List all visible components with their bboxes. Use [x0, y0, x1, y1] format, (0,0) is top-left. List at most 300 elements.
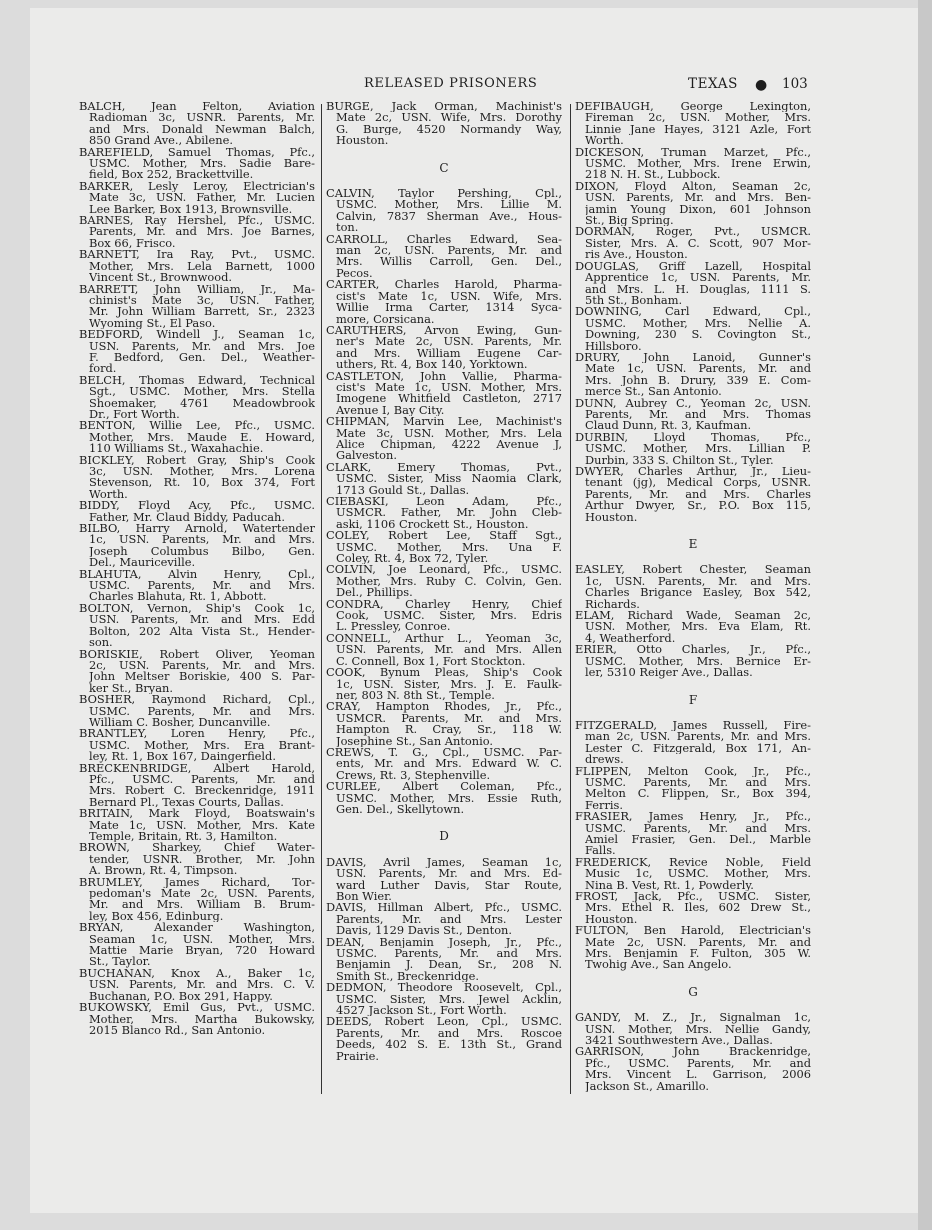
prisoner-entry — [79, 649, 315, 695]
prisoner-entry — [79, 1002, 315, 1036]
entry-detail-line: ton. — [336, 222, 359, 234]
prisoner-entry — [326, 747, 562, 781]
entry-detail-line: ker St., Bryan. — [89, 682, 173, 695]
entry-name-line: CIEBASKI, Leon Adam, Pfc., — [326, 496, 562, 508]
entry-detail-line: Crews, Rt. 3, Stephenville. — [336, 769, 491, 782]
entry-name-line: DWYER, Charles Arthur, Jr., Lieu- — [575, 466, 811, 478]
entry-name-line: FREDERICK, Revice Noble, Field — [575, 856, 811, 869]
entry-detail-line: cist's Mate 1c, USN. Wife, Mrs. — [336, 290, 562, 303]
prisoner-entry — [575, 925, 811, 971]
entry-detail-line: Mate 3c, USN. Father, Mr. Lucien — [89, 192, 315, 204]
entry-name-line: BRUMLEY, James Richard, Tor- — [79, 876, 315, 889]
entry-detail-line: Houston. — [585, 913, 638, 926]
prisoner-entry — [575, 857, 811, 891]
entry-detail-line: William C. Bosher, Duncanville. — [89, 716, 271, 729]
entry-detail-line: Pfc., USMC. Parents, Mr. and — [89, 773, 315, 786]
prisoner-entry — [79, 808, 315, 842]
entry-detail-line: Mrs. John B. Drury, 339 E. Com- — [585, 374, 811, 387]
text-column-3 — [575, 101, 811, 1092]
entry-detail-line: 1c, USN. Parents, Mr. and Mrs. — [89, 534, 315, 546]
entry-detail-line: G. Burge, 4520 Normandy Way, — [336, 123, 562, 136]
entry-name-line: CLARK, Emery Thomas, Pvt., — [326, 461, 562, 474]
scan-edge — [918, 0, 932, 1230]
entry-detail-line: 110 Williams St., Waxahachie. — [89, 443, 264, 455]
entry-detail-line: Del., Phillips. — [336, 587, 413, 599]
prisoner-entry — [326, 781, 562, 815]
entry-detail-line: ward Luther Davis, Star Route, — [336, 879, 562, 891]
entry-detail-line: pedoman's Mate 2c, USN. Parents, — [89, 888, 315, 900]
entry-detail-line: ley, Rt. 1, Box 167, Daingerfield. — [89, 751, 276, 763]
prisoner-entry — [326, 496, 562, 530]
prisoner-entry — [326, 633, 562, 667]
entry-detail-line: Richards. — [585, 598, 640, 611]
entry-detail-line: Temple, Britain, Rt. 3, Hamilton. — [89, 831, 278, 843]
entry-name-line: BARKER, Lesly Leroy, Electrician's — [79, 180, 315, 193]
entry-name-line: CASTLETON, John Vallie, Pharma- — [326, 370, 562, 382]
entry-detail-line: Mr. and Mrs. William B. Brum- — [89, 899, 315, 911]
entry-detail-line: Smith St., Breckenridge. — [336, 970, 479, 983]
entry-detail-line: Sgt., USMC. Mother, Mrs. Stella — [89, 386, 315, 398]
entry-detail-line: 2c, USN. Parents, Mr. and Mrs. — [89, 659, 315, 672]
entry-name-line: BURGE, Jack Orman, Machinist's — [326, 101, 562, 113]
entry-detail-line: USMCR. Father, Mr. John Cleb- — [336, 507, 562, 519]
entry-name-line: BOSHER, Raymond Richard, Cpl., — [79, 694, 315, 706]
entry-detail-line: Lee Barker, Box 1913, Brownsville. — [89, 203, 293, 216]
prisoner-entry — [575, 564, 811, 610]
entry-detail-line: Worth. — [585, 135, 624, 147]
entry-detail-line: Mate 3c, USN. Mother, Mrs. Lela — [336, 427, 562, 439]
entry-detail-line: Charles Brigance Easley, Box 542, — [585, 587, 811, 599]
prisoner-entry — [575, 306, 811, 352]
entry-name-line: BLAHUTA, Alvin Henry, Cpl., — [79, 568, 315, 581]
entry-detail-line: Nina B. Vest, Rt. 1, Powderly. — [585, 879, 754, 891]
entry-name-line: CONNELL, Arthur L., Yeoman 3c, — [326, 632, 562, 645]
entry-detail-line: Twohig Ave., San Angelo. — [585, 959, 732, 971]
entry-name-line: DUNN, Aubrey C., Yeoman 2c, USN. — [575, 397, 811, 409]
entry-detail-line: Parents, Mr. and Mrs. Roscoe — [336, 1027, 562, 1040]
entry-detail-line: Arthur Dwyer, Sr., P.O. Box 115, — [585, 500, 811, 512]
entry-detail-line: Downing, 230 S. Covington St., — [585, 329, 811, 341]
entry-detail-line: Hampton R. Cray, Sr., 118 W. — [336, 724, 562, 736]
entry-name-line: BELCH, Thomas Edward, Technical — [79, 374, 315, 387]
section-letter-heading: E — [688, 537, 698, 552]
entry-name-line: BUKOWSKY, Emil Gus, Pvt., USMC. — [79, 1002, 315, 1014]
prisoner-entry — [575, 432, 811, 466]
entry-name-line: BRANTLEY, Loren Henry, Pfc., — [79, 728, 315, 740]
entry-detail-line: Davis, 1129 Davis St., Denton. — [336, 925, 513, 937]
entry-detail-line: USN. Parents, Mr. and Mrs. Allen — [336, 644, 562, 656]
entry-detail-line: Mother, Mrs. Martha Bukowsky, — [89, 1013, 315, 1025]
entry-detail-line: Pecos. — [336, 267, 373, 280]
entry-detail-line: field, Box 252, Brackettville. — [89, 169, 254, 181]
prisoner-entry — [575, 466, 811, 523]
entry-detail-line: USMC. Mother, Mrs. Essie Ruth, — [336, 792, 562, 804]
entry-detail-line: Imogene Whitfield Castleton, 2717 — [336, 393, 562, 405]
prisoner-entry — [326, 188, 562, 234]
prisoner-entry — [79, 101, 315, 147]
entry-name-line: BARNES, Ray Hershel, Pfc., USMC. — [79, 215, 315, 227]
entry-name-line: DEEDS, Robert Leon, Cpl., USMC. — [326, 1016, 562, 1028]
prisoner-entry — [326, 371, 562, 417]
entry-detail-line: 218 N. H. St., Lubbock. — [585, 169, 721, 181]
entry-name-line: COLEY, Robert Lee, Staff Sgt., — [326, 530, 562, 542]
entry-detail-line: USMC. Mother, Mrs. Irene Erwin, — [585, 158, 811, 170]
entry-name-line: COLVIN, Joe Leonard, Pfc., USMC. — [326, 564, 562, 576]
entry-detail-line: more, Corsicana. — [336, 313, 435, 325]
section-letter-heading: G — [688, 984, 698, 999]
entry-detail-line: USMCR. Parents, Mr. and Mrs. — [336, 712, 562, 725]
entry-detail-line: Parents, Mr. and Mrs. Thomas — [585, 408, 811, 421]
entry-detail-line: Bernard Pl., Texas Courts, Dallas. — [89, 796, 284, 809]
entry-detail-line: 1713 Gould St., Dallas. — [336, 484, 470, 496]
prisoner-entry — [575, 181, 811, 227]
entry-detail-line: 1c, USN. Sister, Mrs. J. E. Faulk- — [336, 678, 562, 690]
entry-detail-line: USN. Parents, Mr. and Mrs. Ed- — [336, 868, 562, 880]
entry-name-line: DEDMON, Theodore Roosevelt, Cpl., — [326, 982, 562, 994]
entry-name-line: ERIER, Otto Charles, Jr., Pfc., — [575, 644, 811, 656]
entry-detail-line: Linnie Jane Hayes, 3121 Azle, Fort — [585, 123, 811, 136]
entry-name-line: BARNETT, Ira Ray, Pvt., USMC. — [79, 249, 315, 261]
entry-detail-line: tender, USNR. Brother, Mr. John — [89, 853, 315, 866]
entry-detail-line: Mrs. Willis Carroll, Gen. Del., — [336, 256, 562, 268]
entry-detail-line: Mother, Mrs. Lela Barnett, 1000 — [89, 260, 315, 273]
prisoner-entry — [575, 226, 811, 260]
entry-name-line: DURBIN, Lloyd Thomas, Pfc., — [575, 431, 811, 444]
prisoner-entry — [79, 968, 315, 1002]
entry-name-line: CARTER, Charles Harold, Pharma- — [326, 279, 562, 291]
entry-detail-line: 850 Grand Ave., Abilene. — [89, 135, 233, 147]
entry-name-line: CHIPMAN, Marvin Lee, Machinist's — [326, 416, 562, 428]
entry-detail-line: Mrs. Benjamin F. Fulton, 305 W. — [585, 948, 811, 960]
entry-detail-line: Houston. — [336, 135, 389, 147]
prisoner-entry — [326, 701, 562, 747]
entry-detail-line: Father, Mr. Claud Biddy, Paducah. — [89, 511, 285, 524]
entry-detail-line: USMC. Mother, Mrs. Lillie M. — [336, 199, 562, 211]
entry-detail-line: Worth. — [89, 488, 128, 501]
entry-detail-line: Sister, Mrs. A. C. Scott, 907 Mor- — [585, 237, 811, 250]
entry-name-line: BIDDY, Floyd Acy, Pfc., USMC. — [79, 500, 315, 512]
entry-name-line: CALVIN, Taylor Pershing, Cpl., — [326, 188, 562, 200]
entry-detail-line: Box 66, Frisco. — [89, 237, 176, 250]
prisoner-entry — [575, 352, 811, 398]
entry-name-line: FULTON, Ben Harold, Electrician's — [575, 925, 811, 937]
text-column-2 — [326, 101, 562, 1062]
entry-name-line: BILBO, Harry Arnold, Watertender — [79, 523, 315, 535]
entry-detail-line: Hillsboro. — [585, 340, 642, 352]
entry-name-line: BRITAIN, Mark Floyd, Boatswain's — [79, 808, 315, 820]
entry-detail-line: John Meltser Boriskie, 400 S. Par- — [89, 671, 315, 683]
entry-detail-line: Seaman 1c, USN. Mother, Mrs. — [89, 933, 315, 946]
prisoner-entry — [575, 811, 811, 857]
entry-detail-line: USMC. Parents, Mr. and Mrs. — [585, 822, 811, 834]
entry-detail-line: USMC. Mother, Mrs. Nellie A. — [585, 317, 811, 330]
entry-detail-line: Coley, Rt. 4, Box 72, Tyler. — [336, 553, 489, 565]
entry-detail-line: A. Brown, Rt. 4, Timpson. — [89, 865, 238, 877]
prisoner-entry — [575, 1046, 811, 1092]
prisoner-entry — [79, 147, 315, 181]
entry-detail-line: Music 1c, USMC. Mother, Mrs. — [585, 868, 811, 880]
prisoner-entry — [575, 101, 811, 147]
entry-name-line: BORISKIE, Robert Oliver, Yeoman — [79, 648, 315, 660]
entry-detail-line: ner, 803 N. 8th St., Temple. — [336, 689, 495, 702]
entry-detail-line: Gen. Del., Skellytown. — [336, 803, 465, 816]
entry-name-line: BARRETT, John William, Jr., Ma- — [79, 283, 315, 295]
entry-detail-line: Del., Mauriceville. — [89, 557, 196, 569]
prisoner-entry — [79, 922, 315, 968]
entry-detail-line: cist's Mate 1c, USN. Mother, Mrs. — [336, 381, 562, 394]
prisoner-entry — [575, 720, 811, 766]
prisoner-entry — [575, 398, 811, 432]
entry-name-line: EASLEY, Robert Chester, Seaman — [575, 564, 811, 576]
state-name: TEXAS — [688, 76, 738, 92]
entry-detail-line: USN. Parents, Mr. and Mrs. Ben- — [585, 192, 811, 204]
entry-detail-line: USMC. Mother, Mrs. Lillian P. — [585, 443, 811, 455]
prisoner-entry — [326, 902, 562, 936]
entry-detail-line: son. — [89, 637, 113, 649]
entry-detail-line: 1c, USN. Parents, Mr. and Mrs. — [585, 575, 811, 588]
entry-name-line: DAVIS, Avril James, Seaman 1c, — [326, 856, 562, 869]
entry-name-line: ELAM, Richard Wade, Seaman 2c, — [575, 610, 811, 622]
prisoner-entry — [79, 877, 315, 923]
entry-detail-line: St., Taylor. — [89, 956, 151, 968]
entry-detail-line: tenant (jg), Medical Corps, USNR. — [585, 477, 811, 489]
entry-detail-line: Mrs. Vincent L. Garrison, 2006 — [585, 1069, 811, 1081]
entry-detail-line: Mrs. Ethel R. Iles, 602 Drew St., — [585, 902, 811, 914]
prisoner-entry — [79, 569, 315, 603]
entry-name-line: BRYAN, Alexander Washington, — [79, 922, 315, 934]
prisoner-entry — [326, 416, 562, 462]
entry-detail-line: Amiel Frasier, Gen. Del., Marble — [585, 833, 811, 846]
text-column-1 — [79, 101, 315, 1036]
entry-detail-line: C. Connell, Box 1, Fort Stockton. — [336, 655, 526, 668]
entry-detail-line: and Mrs. L. H. Douglas, 1111 S. — [585, 283, 811, 295]
entry-detail-line: and Mrs. Donald Newman Balch, — [89, 123, 315, 136]
prisoner-entry — [326, 530, 562, 564]
entry-detail-line: USMC. Mother, Mrs. Sadie Bare- — [89, 158, 315, 170]
entry-name-line: FRASIER, James Henry, Jr., Pfc., — [575, 811, 811, 823]
entry-detail-line: 3421 Southwestern Ave., Dallas. — [585, 1035, 773, 1047]
entry-name-line: DORMAN, Roger, Pvt., USMCR. — [575, 226, 811, 238]
entry-detail-line: USMC. Mother, Mrs. Bernice Er- — [585, 655, 811, 668]
entry-detail-line: Shoemaker, 4761 Meadowbrook — [89, 397, 315, 409]
entry-detail-line: USN. Parents, Mr. and Mrs. Edd — [89, 614, 315, 626]
prisoner-entry — [79, 249, 315, 283]
prisoner-entry — [326, 101, 562, 147]
entry-detail-line: Dr., Fort Worth. — [89, 408, 180, 421]
prisoner-entry — [79, 603, 315, 649]
prisoner-entry — [79, 455, 315, 501]
prisoner-entry — [326, 462, 562, 496]
entry-name-line: CONDRA, Charley Henry, Chief — [326, 598, 562, 611]
entry-detail-line: F. Bedford, Gen. Del., Weather- — [89, 351, 315, 364]
entry-detail-line: Vincent St., Brownwood. — [89, 272, 233, 284]
running-title: RELEASED PRISONERS — [364, 76, 538, 91]
prisoner-entry — [79, 694, 315, 728]
entry-name-line: BRECKENBRIDGE, Albert Harold, — [79, 762, 315, 774]
entry-detail-line: USN. Mother, Mrs. Eva Elam, Rt. — [585, 621, 811, 633]
entry-detail-line: Galveston. — [336, 450, 397, 462]
prisoner-entry — [79, 500, 315, 523]
prisoner-entry — [326, 982, 562, 1016]
entry-detail-line: ner's Mate 2c, USN. Parents, Mr. — [336, 336, 562, 348]
entry-detail-line: USN. Mother, Mrs. Nellie Gandy, — [585, 1023, 811, 1036]
entry-detail-line: Lester C. Fitzgerald, Box 171, An- — [585, 742, 811, 755]
entry-detail-line: Mother, Mrs. Maude E. Howard, — [89, 431, 315, 444]
entry-name-line: CREWS, T. G., Cpl., USMC. Par- — [326, 746, 562, 759]
prisoner-entry — [575, 1012, 811, 1046]
entry-detail-line: ris Ave., Houston. — [585, 249, 688, 261]
entry-detail-line: man 2c, USN. Parents, Mr. and Mrs. — [585, 731, 811, 743]
entry-detail-line: Falls. — [585, 845, 616, 857]
prisoner-entry — [326, 599, 562, 633]
entry-detail-line: Parents, Mr. and Mrs. Joe Barnes, — [89, 226, 315, 238]
entry-detail-line: Mate 1c, USN. Mother, Mrs. Kate — [89, 819, 315, 831]
entry-name-line: BENTON, Willie Lee, Pfc., USMC. — [79, 420, 315, 432]
entry-detail-line: Willie Irma Carter, 1314 Syca- — [336, 302, 562, 314]
prisoner-entry — [326, 564, 562, 598]
entry-detail-line: Mate 1c, USN. Parents, Mr. and — [585, 363, 811, 375]
bullet-separator: ● — [755, 77, 768, 93]
prisoner-entry — [575, 644, 811, 678]
entry-name-line: BEDFORD, Windell J., Seaman 1c, — [79, 329, 315, 341]
entry-detail-line: Deeds, 402 S. E. 13th St., Grand — [336, 1039, 562, 1051]
entry-detail-line: drews. — [585, 754, 624, 766]
entry-detail-line: merce St., San Antonio. — [585, 386, 722, 398]
entry-detail-line: Parents, Mr. and Mrs. Lester — [336, 913, 562, 926]
entry-detail-line: Joseph Columbus Bilbo, Gen. — [89, 545, 315, 558]
entry-detail-line: Calvin, 7837 Sherman Ave., Hous- — [336, 210, 562, 223]
entry-detail-line: Mother, Mrs. Ruby C. Colvin, Gen. — [336, 575, 562, 588]
entry-detail-line: USMC. Sister, Miss Naomia Clark, — [336, 473, 562, 485]
entry-detail-line: Alice Chipman, 4222 Avenue J, — [336, 438, 562, 451]
entry-name-line: BALCH, Jean Felton, Aviation — [79, 101, 315, 113]
entry-detail-line: Parents, Mr. and Mrs. Charles — [585, 488, 811, 501]
entry-detail-line: USMC. Parents, Mr. and Mrs. — [89, 580, 315, 592]
entry-detail-line: Ferris. — [585, 799, 624, 812]
entry-name-line: CRAY, Hampton Rhodes, Jr., Pfc., — [326, 701, 562, 713]
prisoner-entry — [326, 937, 562, 983]
prisoner-entry — [79, 842, 315, 876]
prisoner-entry — [79, 181, 315, 215]
entry-detail-line: L. Pressley, Conroe. — [336, 621, 451, 633]
prisoner-entry — [326, 857, 562, 903]
entry-detail-line: chinist's Mate 3c, USN. Father, — [89, 294, 315, 307]
entry-name-line: FITZGERALD, James Russell, Fire- — [575, 719, 811, 732]
prisoner-entry — [326, 279, 562, 325]
entry-detail-line: Cook, USMC. Sister, Mrs. Edris — [336, 610, 562, 622]
page-number: 103 — [782, 76, 808, 92]
entry-detail-line: Durbin, 333 S. Chilton St., Tyler. — [585, 454, 774, 466]
entry-detail-line: ler, 5310 Reiger Ave., Dallas. — [585, 667, 753, 679]
entry-name-line: DOWNING, Carl Edward, Cpl., — [575, 306, 811, 318]
entry-detail-line: aski, 1106 Crockett St., Houston. — [336, 518, 529, 531]
entry-name-line: BICKLEY, Robert Gray, Ship's Cook — [79, 454, 315, 466]
entry-detail-line: 3c, USN. Mother, Mrs. Lorena — [89, 466, 315, 478]
prisoner-entry — [326, 1016, 562, 1062]
entry-name-line: DOUGLAS, Griff Lazell, Hospital — [575, 260, 811, 273]
entry-detail-line: and Mrs. William Eugene Car- — [336, 347, 562, 360]
section-letter-heading: D — [439, 829, 449, 844]
prisoner-entry — [79, 329, 315, 375]
entry-detail-line: Avenue I, Bay City. — [336, 404, 445, 417]
section-letter-heading: F — [688, 692, 698, 707]
entry-detail-line: 2015 Blanco Rd., San Antonio. — [89, 1024, 266, 1037]
prisoner-entry — [79, 420, 315, 454]
entry-detail-line: ley, Box 456, Edinburg. — [89, 910, 224, 923]
column-divider — [570, 104, 571, 1094]
entry-detail-line: Wyoming St., El Paso. — [89, 317, 216, 330]
entry-name-line: DIXON, Floyd Alton, Seaman 2c, — [575, 180, 811, 193]
entry-detail-line: 5th St., Bonham. — [585, 294, 683, 307]
entry-detail-line: St., Big Spring. — [585, 215, 674, 227]
prisoner-entry — [575, 610, 811, 644]
entry-detail-line: Mate 2c, USN. Parents, Mr. and — [585, 936, 811, 949]
prisoner-entry — [575, 261, 811, 307]
entry-name-line: DICKESON, Truman Marzet, Pfc., — [575, 146, 811, 159]
entry-name-line: BAREFIELD, Samuel Thomas, Pfc., — [79, 146, 315, 159]
entry-detail-line: Houston. — [585, 511, 638, 524]
entry-name-line: CARUTHERS, Arvon Ewing, Gun- — [326, 324, 562, 337]
entry-detail-line: Bolton, 202 Alta Vista St., Hender- — [89, 625, 315, 638]
entry-detail-line: USN. Parents, Mr. and Mrs. C. V. — [89, 979, 315, 991]
entry-detail-line: ford. — [89, 363, 117, 375]
document-page — [30, 8, 918, 1213]
entry-name-line: DRURY, John Lanoid, Gunner's — [575, 351, 811, 364]
prisoner-entry — [79, 284, 315, 330]
column-divider — [321, 104, 322, 1094]
entry-detail-line: Mattie Marie Bryan, 720 Howard — [89, 945, 315, 957]
prisoner-entry — [79, 763, 315, 809]
entry-detail-line: Stevenson, Rt. 10, Box 374, Fort — [89, 477, 315, 489]
entry-detail-line: Bon Wier. — [336, 891, 392, 903]
entry-name-line: DEFIBAUGH, George Lexington, — [575, 101, 811, 113]
prisoner-entry — [326, 234, 562, 280]
entry-detail-line: USN. Parents, Mr. and Mrs. Joe — [89, 340, 315, 352]
entry-detail-line: Josephine St., San Antonio. — [336, 735, 494, 747]
entry-detail-line: USMC. Parents, Mr. and Mrs. — [336, 948, 562, 960]
entry-name-line: BROWN, Sharkey, Chief Water- — [79, 842, 315, 854]
entry-name-line: CARROLL, Charles Edward, Sea- — [326, 233, 562, 246]
prisoner-entry — [575, 766, 811, 812]
prisoner-entry — [79, 375, 315, 421]
entry-detail-line: Buchanan, P.O. Box 291, Happy. — [89, 990, 273, 1003]
entry-detail-line: Apprentice 1c, USN. Parents, Mr. — [585, 272, 811, 284]
prisoner-entry — [326, 667, 562, 701]
entry-detail-line: USMC. Mother, Mrs. Era Brant- — [89, 739, 315, 752]
entry-detail-line: Claud Dunn, Rt. 3, Kaufman. — [585, 420, 752, 432]
entry-detail-line: uthers, Rt. 4, Box 140, Yorktown. — [336, 359, 528, 371]
entry-detail-line: Charles Blahuta, Rt. 1, Abbott. — [89, 591, 267, 603]
entry-name-line: GARRISON, John Brackenridge, — [575, 1046, 811, 1058]
entry-detail-line: 4527 Jackson St., Fort Worth. — [336, 1005, 507, 1017]
entry-detail-line: USMC. Mother, Mrs. Una F. — [336, 541, 562, 554]
entry-name-line: FROST, Jack, Pfc., USMC. Sister, — [575, 891, 811, 903]
entry-name-line: CURLEE, Albert Coleman, Pfc., — [326, 781, 562, 793]
entry-detail-line: Mrs. Robert C. Breckenridge, 1911 — [89, 785, 315, 797]
prisoner-entry — [79, 215, 315, 249]
entry-name-line: BUCHANAN, Knox A., Baker 1c, — [79, 967, 315, 980]
prisoner-entry — [79, 728, 315, 762]
entry-name-line: BOLTON, Vernon, Ship's Cook 1c, — [79, 602, 315, 615]
entry-detail-line: Radioman 3c, USNR. Parents, Mr. — [89, 112, 315, 124]
entry-detail-line: 4, Weatherford. — [585, 632, 676, 645]
page-header — [30, 74, 918, 98]
entry-detail-line: Fireman 2c, USN. Mother, Mrs. — [585, 112, 811, 124]
prisoner-entry — [575, 891, 811, 925]
entry-name-line: DAVIS, Hillman Albert, Pfc., USMC. — [326, 902, 562, 914]
entry-detail-line: Mate 2c, USN. Wife, Mrs. Dorothy — [336, 112, 562, 124]
entry-detail-line: Pfc., USMC. Parents, Mr. and — [585, 1057, 811, 1070]
